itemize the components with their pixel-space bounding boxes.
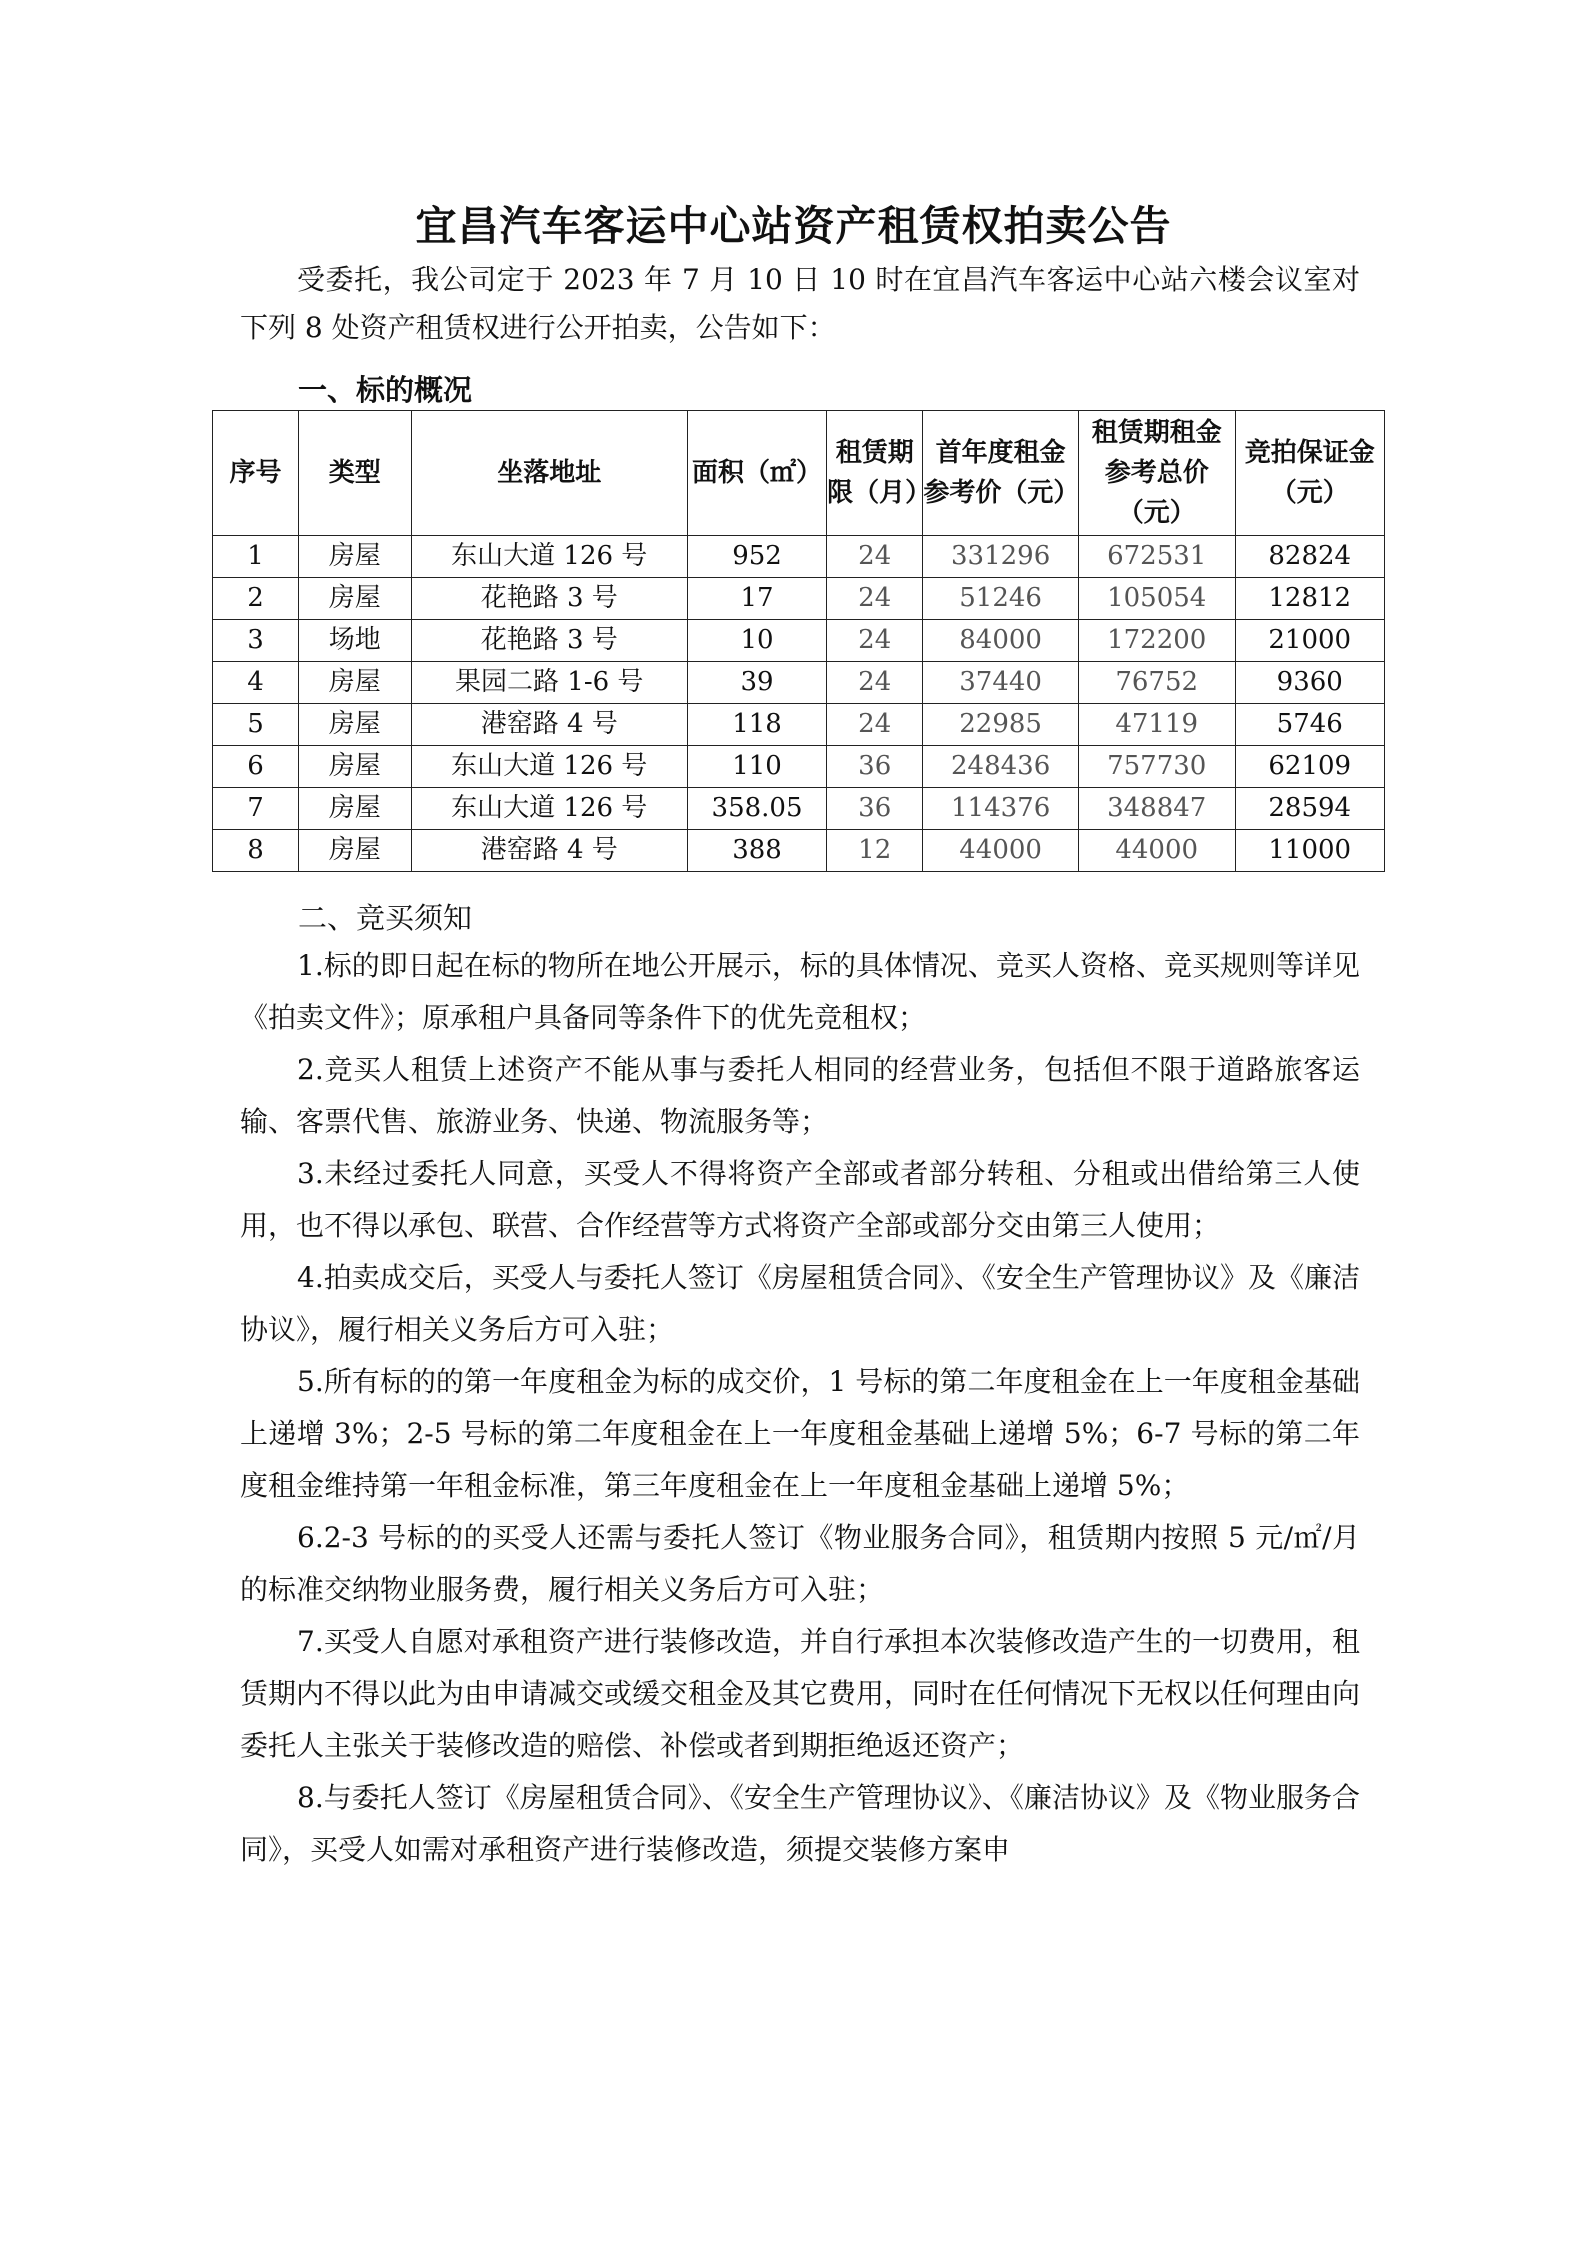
notice-item: 6.2-3 号标的的买受人还需与委托人签订《物业服务合同》，租赁期内按照 5 元/㎡/月的标准交纳物业服务费，履行相关义务后方可入驻； — [240, 1521, 1360, 1606]
cell-deposit: 62109 — [1235, 746, 1385, 788]
header-total-rent: 租赁期租金参考总价（元） — [1078, 411, 1235, 536]
table-row — [213, 746, 1385, 788]
table-row — [213, 704, 1385, 746]
notice-item: 1.标的即日起在标的物所在地公开展示，标的具体情况、竞买人资格、竞买规则等详见《拍卖文件》；原承租户具备同等条件下的优先竞租权； — [240, 949, 1360, 1034]
cell-term: 24 — [827, 536, 923, 578]
cell-type: 房屋 — [298, 578, 411, 620]
cell-first-year-rent: 51246 — [923, 578, 1079, 620]
header-deposit: 竞拍保证金（元） — [1235, 411, 1385, 536]
cell-first-year-rent: 84000 — [923, 620, 1079, 662]
cell-total-rent: 44000 — [1078, 830, 1235, 872]
cell-type: 房屋 — [298, 746, 411, 788]
cell-address: 东山大道 126 号 — [411, 788, 687, 830]
cell-type: 房屋 — [298, 788, 411, 830]
notice-item: 2.竞买人租赁上述资产不能从事与委托人相同的经营业务，包括但不限于道路旅客运输、客票代售、旅游业务、快递、物流服务等； — [240, 1053, 1360, 1138]
notice-item: 3.未经过委托人同意，买受人不得将资产全部或者部分转租、分租或出借给第三人使用，也不得以承包、联营、合作经营等方式将资产全部或部分交由第三人使用； — [240, 1157, 1360, 1242]
notice-item: 8.与委托人签订《房屋租赁合同》、《安全生产管理协议》、《廉洁协议》及《物业服务合同》，买受人如需对承租资产进行装修改造，须提交装修方案申 — [240, 1781, 1360, 1866]
header-address: 坐落地址 — [411, 411, 687, 536]
cell-area: 952 — [687, 536, 826, 578]
cell-index: 2 — [213, 578, 299, 620]
page-title: 宜昌汽车客运中心站资产租赁权拍卖公告 — [415, 202, 1172, 250]
cell-total-rent: 672531 — [1078, 536, 1235, 578]
cell-total-rent: 757730 — [1078, 746, 1235, 788]
cell-deposit: 82824 — [1235, 536, 1385, 578]
cell-address: 东山大道 126 号 — [411, 536, 687, 578]
cell-first-year-rent: 248436 — [923, 746, 1079, 788]
cell-address: 东山大道 126 号 — [411, 746, 687, 788]
cell-index: 8 — [213, 830, 299, 872]
section-heading-overview: 一、标的概况 — [298, 373, 473, 407]
cell-first-year-rent: 114376 — [923, 788, 1079, 830]
cell-area: 10 — [687, 620, 826, 662]
cell-first-year-rent: 37440 — [923, 662, 1079, 704]
cell-first-year-rent: 44000 — [923, 830, 1079, 872]
cell-area: 388 — [687, 830, 826, 872]
cell-type: 场地 — [298, 620, 411, 662]
table-row — [213, 662, 1385, 704]
cell-area: 118 — [687, 704, 826, 746]
notice-item: 4.拍卖成交后，买受人与委托人签订《房屋租赁合同》、《安全生产管理协议》及《廉洁协议》，履行相关义务后方可入驻； — [240, 1261, 1360, 1346]
cell-index: 5 — [213, 704, 299, 746]
cell-deposit: 21000 — [1235, 620, 1385, 662]
cell-term: 24 — [827, 620, 923, 662]
cell-index: 4 — [213, 662, 299, 704]
cell-total-rent: 172200 — [1078, 620, 1235, 662]
cell-term: 24 — [827, 662, 923, 704]
header-first-year-rent: 首年度租金参考价（元） — [923, 411, 1079, 536]
cell-type: 房屋 — [298, 704, 411, 746]
cell-type: 房屋 — [298, 536, 411, 578]
header-index: 序号 — [213, 411, 299, 536]
table-row — [213, 788, 1385, 830]
cell-address: 果园二路 1-6 号 — [411, 662, 687, 704]
table-row — [213, 536, 1385, 578]
cell-address: 花艳路 3 号 — [411, 620, 687, 662]
cell-index: 1 — [213, 536, 299, 578]
intro-paragraph: 受委托，我公司定于 2023 年 7 月 10 日 10 时在宜昌汽车客运中心站六楼会议室对下列 8 处资产租赁权进行公开拍卖，公告如下： — [240, 263, 1360, 344]
cell-term: 36 — [827, 746, 923, 788]
cell-index: 7 — [213, 788, 299, 830]
section-heading-bidding-notes: 二、竞买须知 — [298, 901, 473, 935]
cell-area: 110 — [687, 746, 826, 788]
cell-total-rent: 105054 — [1078, 578, 1235, 620]
cell-total-rent: 348847 — [1078, 788, 1235, 830]
cell-address: 花艳路 3 号 — [411, 578, 687, 620]
lots-table — [212, 410, 1385, 872]
header-type: 类型 — [298, 411, 411, 536]
cell-first-year-rent: 331296 — [923, 536, 1079, 578]
table-row — [213, 830, 1385, 872]
cell-index: 3 — [213, 620, 299, 662]
header-area: 面积（㎡） — [687, 411, 826, 536]
cell-type: 房屋 — [298, 830, 411, 872]
notice-item: 7.买受人自愿对承租资产进行装修改造，并自行承担本次装修改造产生的一切费用，租赁期内不得以此为由申请减交或缓交租金及其它费用，同时在任何情况下无权以任何理由向委托人主张关于装修改造的赔偿、补偿或者到期拒绝返还资产； — [240, 1625, 1361, 1762]
cell-deposit: 11000 — [1235, 830, 1385, 872]
notice-list — [240, 940, 1360, 1876]
cell-area: 39 — [687, 662, 826, 704]
cell-total-rent: 76752 — [1078, 662, 1235, 704]
cell-deposit: 28594 — [1235, 788, 1385, 830]
cell-area: 358.05 — [687, 788, 826, 830]
cell-address: 港窑路 4 号 — [411, 830, 687, 872]
table-header-row — [213, 411, 1385, 536]
cell-deposit: 5746 — [1235, 704, 1385, 746]
cell-first-year-rent: 22985 — [923, 704, 1079, 746]
notice-item: 5.所有标的的第一年度租金为标的成交价，1 号标的第二年度租金在上一年度租金基础上递增 3%；2-5 号标的第二年度租金在上一年度租金基础上递增 5%；6-7 号标的第二年度租金维持第一年租金标准，第三年度租金在上一年度租金基础上递增 5%； — [240, 1365, 1360, 1502]
cell-area: 17 — [687, 578, 826, 620]
header-term: 租赁期限（月） — [827, 411, 923, 536]
cell-term: 24 — [827, 578, 923, 620]
table-row — [213, 578, 1385, 620]
cell-term: 12 — [827, 830, 923, 872]
cell-address: 港窑路 4 号 — [411, 704, 687, 746]
cell-deposit: 9360 — [1235, 662, 1385, 704]
cell-total-rent: 47119 — [1078, 704, 1235, 746]
table-row — [213, 620, 1385, 662]
cell-deposit: 12812 — [1235, 578, 1385, 620]
cell-type: 房屋 — [298, 662, 411, 704]
cell-term: 24 — [827, 704, 923, 746]
cell-index: 6 — [213, 746, 299, 788]
cell-term: 36 — [827, 788, 923, 830]
